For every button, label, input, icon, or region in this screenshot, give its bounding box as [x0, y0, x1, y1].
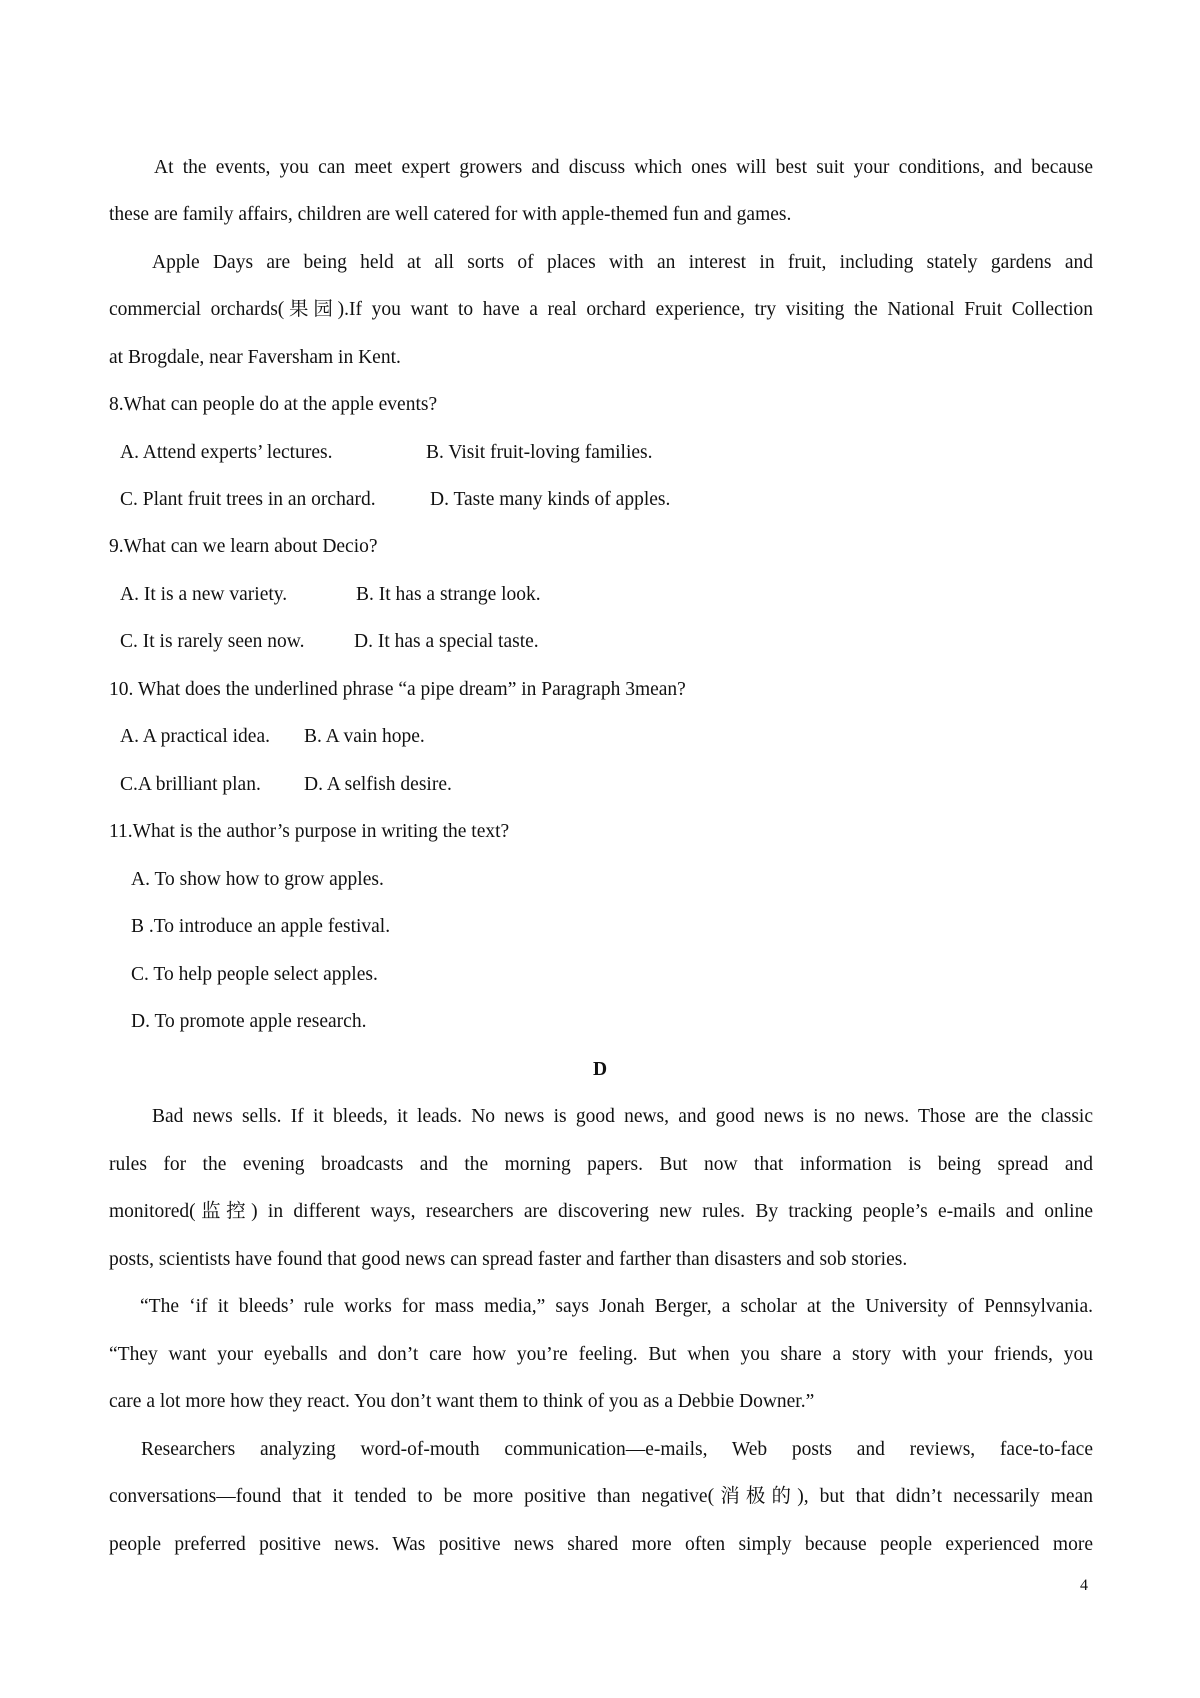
paragraph-line: Bad news sells. If it bleeds, it leads. No news is good news, and good news is no news. Those are the classic: [152, 1106, 1093, 1127]
paragraph-line: monitored(监控) in different ways, researchers are discovering new rules. By tracking people’s e-mails and online: [109, 1201, 1093, 1222]
paragraph-line: conversations—found that it tended to be more positive than negative(消极的), but that didn’t necessarily mean: [109, 1486, 1093, 1507]
paragraph-line: these are family affairs, children are well catered for with apple-themed fun and games.: [109, 204, 792, 225]
option-b: B. It has a strange look.: [356, 584, 541, 605]
paragraph-line: posts, scientists have found that good news can spread faster and farther than disasters and sob stories.: [109, 1249, 908, 1270]
paragraph-line: Researchers analyzing word-of-mouth communication—e-mails, Web posts and reviews, face-to-face: [141, 1439, 1093, 1460]
option-a: A. It is a new variety.: [120, 584, 288, 605]
paragraph-line: rules for the evening broadcasts and the morning papers. But now that information is being spread and: [109, 1154, 1093, 1175]
paragraph-line: At the events, you can meet expert growers and discuss which ones will best suit your conditions, and because: [154, 157, 1093, 178]
option-c: C. It is rarely seen now.: [120, 631, 305, 652]
paragraph-line: people preferred positive news. Was positive news shared more often simply because people experienced more: [109, 1534, 1093, 1555]
option-d: D. To promote apple research.: [131, 1011, 367, 1032]
paragraph-line: “The ‘if it bleeds’ rule works for mass media,” says Jonah Berger, a scholar at the University of Pennsylvania.: [140, 1296, 1093, 1317]
option-c: C. To help people select apples.: [131, 964, 378, 985]
option-b: B. A vain hope.: [304, 726, 425, 747]
paragraph-line: Apple Days are being held at all sorts of places with an interest in fruit, including stately gardens and: [152, 252, 1093, 273]
page-number: 4: [1080, 1577, 1088, 1594]
option-b: B .To introduce an apple festival.: [131, 916, 391, 937]
paragraph-line: commercial orchards(果园).If you want to have a real orchard experience, try visiting the National Fruit Collection: [109, 299, 1093, 320]
option-b: B. Visit fruit-loving families.: [426, 442, 653, 463]
option-c: C. Plant fruit trees in an orchard.: [120, 489, 376, 510]
question-stem: 11.What is the author’s purpose in writing the text?: [109, 821, 510, 842]
option-d: D. A selfish desire.: [304, 774, 452, 795]
question-stem: 10. What does the underlined phrase “a pipe dream” in Paragraph 3mean?: [109, 679, 686, 700]
option-a: A. A practical idea.: [120, 726, 270, 747]
option-d: D. Taste many kinds of apples.: [430, 489, 671, 510]
paragraph-line: “They want your eyeballs and don’t care how you’re feeling. But when you share a story with your friends, you: [109, 1344, 1093, 1365]
option-a: A. Attend experts’ lectures.: [120, 442, 333, 463]
question-stem: 9.What can we learn about Decio?: [109, 536, 378, 557]
option-a: A. To show how to grow apples.: [131, 869, 384, 890]
paragraph-line: at Brogdale, near Faversham in Kent.: [109, 347, 401, 368]
paragraph-line: care a lot more how they react. You don’t want them to think of you as a Debbie Downer.”: [109, 1391, 815, 1412]
section-heading: D: [592, 1059, 608, 1080]
option-c: C.A brilliant plan.: [120, 774, 261, 795]
option-d: D. It has a special taste.: [354, 631, 539, 652]
question-stem: 8.What can people do at the apple events?: [109, 394, 438, 415]
